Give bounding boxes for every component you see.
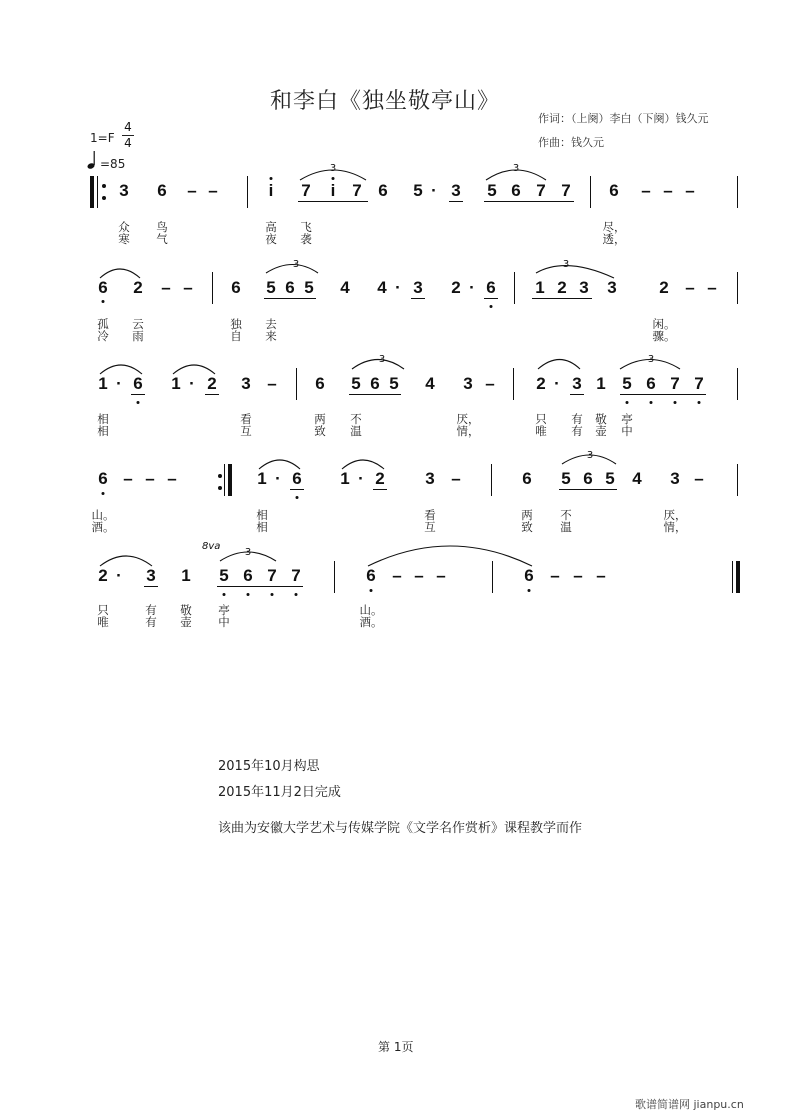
dash: – <box>663 181 673 200</box>
time-signature-top: 4 <box>124 120 132 134</box>
lyric: 厌， <box>456 412 480 426</box>
dash: – <box>267 374 277 393</box>
slur <box>220 552 276 561</box>
lyric: 有 <box>571 424 583 438</box>
note: 6 <box>524 566 534 585</box>
dash: – <box>685 278 695 297</box>
lyric: 敬 <box>180 603 192 617</box>
lyric: 夜 <box>265 232 277 246</box>
lyric: 冷 <box>97 329 109 343</box>
slur <box>259 460 300 469</box>
note: 1 <box>171 374 181 393</box>
lyric: 壶 <box>595 424 607 438</box>
lyric: 高 <box>265 220 277 234</box>
triplet-mark: 3 <box>244 547 252 558</box>
slur <box>266 265 318 274</box>
dash: – <box>414 566 424 585</box>
note: 3 <box>451 181 461 200</box>
lyric: 不 <box>350 412 362 426</box>
slur <box>100 556 152 566</box>
note: 2 <box>557 278 567 297</box>
triplet-mark: 3 <box>512 163 520 174</box>
lyric: 唯 <box>535 424 547 438</box>
lyric: 相 <box>256 520 268 534</box>
lyric: 两 <box>314 412 326 426</box>
lyric: 众 <box>118 220 130 234</box>
note: 6 <box>243 566 253 585</box>
note: i <box>268 181 274 200</box>
time-signature-bottom: 4 <box>124 136 132 150</box>
note: 3 <box>572 374 582 393</box>
lyric: 有 <box>145 603 157 617</box>
note: 6 <box>157 181 167 200</box>
note: 6 <box>366 566 376 585</box>
note: 6 <box>511 181 521 200</box>
dot-extension: · <box>189 374 195 393</box>
dash: – <box>123 469 133 488</box>
slur <box>536 266 614 278</box>
note: 7 <box>536 181 546 200</box>
slur <box>538 360 580 370</box>
note: i <box>330 181 336 200</box>
lyric: 骤。 <box>652 329 676 343</box>
note: 7 <box>291 566 301 585</box>
key-signature: 1=F <box>90 131 115 145</box>
triplet-mark: 3 <box>329 163 337 174</box>
note: 1 <box>257 469 267 488</box>
lyric: 厌， <box>663 508 687 522</box>
slur <box>352 360 404 370</box>
note: 3 <box>413 278 423 297</box>
note: 2 <box>133 278 143 297</box>
dash: – <box>485 374 495 393</box>
dash: – <box>167 469 177 488</box>
dash: – <box>145 469 155 488</box>
slur <box>173 365 215 374</box>
note: 5 <box>351 374 361 393</box>
tempo-marking: =85 <box>100 157 126 171</box>
dash: – <box>694 469 704 488</box>
dot-extension: · <box>431 181 437 200</box>
note: 4 <box>340 278 350 297</box>
dot-extension: · <box>554 374 560 393</box>
dash: – <box>641 181 651 200</box>
watermark: 歌谱简谱网 jianpu.cn <box>635 1098 744 1111</box>
slur <box>300 170 366 180</box>
slur <box>100 365 142 374</box>
note: 1 <box>596 374 606 393</box>
dash: – <box>436 566 446 585</box>
lyric: 相 <box>97 412 109 426</box>
lyric: 酒。 <box>91 520 115 534</box>
note: 7 <box>561 181 571 200</box>
ottava-mark: 8va <box>202 541 221 552</box>
slur <box>486 170 546 180</box>
note: 2 <box>536 374 546 393</box>
triplet-mark: 3 <box>647 354 655 365</box>
lyric: 相 <box>97 424 109 438</box>
lyric: 两 <box>521 508 533 522</box>
dash: – <box>183 278 193 297</box>
lyric: 中 <box>621 424 633 438</box>
lyric: 飞 <box>300 220 312 234</box>
dash: – <box>707 278 717 297</box>
note: 3 <box>607 278 617 297</box>
lyric: 透， <box>602 232 626 246</box>
slur <box>368 546 532 566</box>
note: 6 <box>231 278 241 297</box>
lyric: 孤 <box>97 317 109 331</box>
lyric: 酒。 <box>359 615 383 629</box>
note: 5 <box>605 469 615 488</box>
dash: – <box>550 566 560 585</box>
lyric: 亭 <box>621 412 633 426</box>
lyric: 致 <box>314 424 326 438</box>
note: 3 <box>670 469 680 488</box>
note: 4 <box>632 469 642 488</box>
lyric: 互 <box>424 520 436 534</box>
dash: – <box>392 566 402 585</box>
dash: – <box>573 566 583 585</box>
note: 2 <box>375 469 385 488</box>
note: 6 <box>370 374 380 393</box>
lyric: 鸟 <box>156 220 168 234</box>
composer-credit: 作曲：钱久元 <box>538 136 604 149</box>
dash: – <box>208 181 218 200</box>
slur <box>620 360 680 370</box>
lyric: 亭 <box>218 603 230 617</box>
lyric: 敬 <box>595 412 607 426</box>
dash: – <box>685 181 695 200</box>
lyric: 云 <box>132 317 144 331</box>
dash: – <box>451 469 461 488</box>
page-title: 和李白《独坐敬亭山》 <box>270 89 501 114</box>
page-number: 第 1页 <box>378 1040 414 1054</box>
lyric: 相 <box>256 508 268 522</box>
footer-line-3: 该曲为安徽大学艺术与传媒学院《文学名作赏析》课程教学而作 <box>218 821 583 836</box>
lyric: 情， <box>663 520 687 534</box>
note: 6 <box>292 469 302 488</box>
footer-line-2: 2015年11月2日完成 <box>218 785 341 800</box>
lyric: 闲。 <box>652 317 676 331</box>
note: 3 <box>119 181 129 200</box>
lyric: 互 <box>240 424 252 438</box>
dot-extension: · <box>469 278 475 297</box>
note: 6 <box>378 181 388 200</box>
note: 6 <box>646 374 656 393</box>
lyric: 有 <box>571 412 583 426</box>
note: 3 <box>463 374 473 393</box>
footer-line-1: 2015年10月构思 <box>218 759 320 774</box>
note: 6 <box>98 278 108 297</box>
lyric: 温 <box>560 520 572 534</box>
lyric: 气 <box>156 232 168 246</box>
lyric: 壶 <box>180 615 192 629</box>
lyric: 只 <box>97 603 109 617</box>
note: 2 <box>207 374 217 393</box>
note: 6 <box>522 469 532 488</box>
lyric: 致 <box>521 520 533 534</box>
note: 2 <box>659 278 669 297</box>
note: 1 <box>340 469 350 488</box>
lyric: 去 <box>265 317 277 331</box>
lyricist-credit: 作词：（上阕）李白（下阕）钱久元 <box>538 112 709 125</box>
lyric: 情， <box>456 424 480 438</box>
lyric: 不 <box>560 508 572 522</box>
lyric: 看 <box>424 508 436 522</box>
slur <box>342 460 384 469</box>
dash: – <box>161 278 171 297</box>
note: 3 <box>146 566 156 585</box>
lyric: 自 <box>230 329 242 343</box>
note: 3 <box>425 469 435 488</box>
slur <box>562 455 616 464</box>
lyric: 唯 <box>97 615 109 629</box>
note: 2 <box>451 278 461 297</box>
note: 5 <box>266 278 276 297</box>
note: 4 <box>425 374 435 393</box>
note: 6 <box>609 181 619 200</box>
note: 1 <box>98 374 108 393</box>
note: 5 <box>561 469 571 488</box>
lyric: 独 <box>230 317 242 331</box>
note: 7 <box>670 374 680 393</box>
lyric: 寒 <box>118 232 130 246</box>
note: 6 <box>98 469 108 488</box>
dash: – <box>187 181 197 200</box>
lyric: 温 <box>350 424 362 438</box>
lyric: 袭 <box>300 232 312 246</box>
lyric: 山。 <box>91 508 115 522</box>
triplet-mark: 3 <box>378 354 386 365</box>
dot-extension: · <box>395 278 401 297</box>
note: 6 <box>486 278 496 297</box>
note: 5 <box>389 374 399 393</box>
dot-extension: · <box>275 469 281 488</box>
note: 5 <box>219 566 229 585</box>
lyric: 中 <box>218 615 230 629</box>
lyric: 有 <box>145 615 157 629</box>
note: 1 <box>535 278 545 297</box>
note: 3 <box>579 278 589 297</box>
note: 6 <box>285 278 295 297</box>
note: 7 <box>352 181 362 200</box>
note: 5 <box>304 278 314 297</box>
slur <box>100 269 140 278</box>
note: 2 <box>98 566 108 585</box>
triplet-mark: 3 <box>292 259 300 270</box>
lyric: 雨 <box>132 329 144 343</box>
dot-extension: · <box>116 566 122 585</box>
note: 1 <box>181 566 191 585</box>
lyric: 看 <box>240 412 252 426</box>
note: 5 <box>487 181 497 200</box>
note: 4 <box>377 278 387 297</box>
triplet-mark: 3 <box>586 450 594 461</box>
dash: – <box>596 566 606 585</box>
lyric: 来 <box>265 329 277 343</box>
lyric: 尽， <box>602 220 626 234</box>
note: 7 <box>301 181 311 200</box>
dot-extension: · <box>116 374 122 393</box>
note: 7 <box>267 566 277 585</box>
note: 5 <box>622 374 632 393</box>
lyric: 山。 <box>359 603 383 617</box>
note: 3 <box>241 374 251 393</box>
note: 6 <box>133 374 143 393</box>
note: 7 <box>694 374 704 393</box>
lyric: 只 <box>535 412 547 426</box>
dot-extension: · <box>358 469 364 488</box>
triplet-mark: 3 <box>562 259 570 270</box>
note: 6 <box>583 469 593 488</box>
note: 6 <box>315 374 325 393</box>
note: 5 <box>413 181 423 200</box>
